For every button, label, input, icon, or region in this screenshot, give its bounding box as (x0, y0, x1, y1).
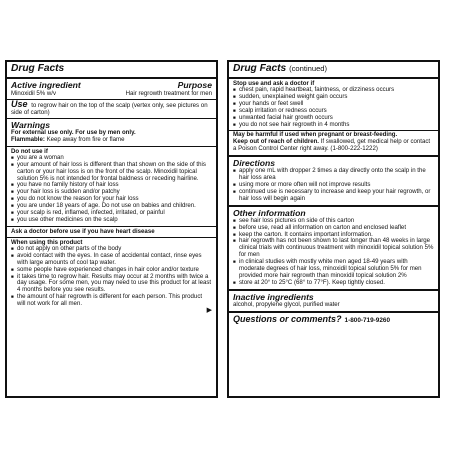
list-item: ■ store at 20° to 25°C (68° to 77°F). Keep tightly closed. (233, 280, 434, 287)
continued-label: (continued) (289, 64, 328, 73)
list-item: ■ you are under 18 years of age. Do not use on babies and children. (11, 203, 212, 210)
inactive-ingredients-section (229, 291, 438, 313)
list-item: ■ see hair loss pictures on side of this carton (233, 218, 434, 225)
when-using-heading: When using this product (11, 238, 83, 246)
questions-phone: 1-800-719-9260 (344, 316, 391, 324)
directions-section (229, 157, 438, 207)
keep-out-of-reach-label: Keep out of reach of children. (233, 138, 319, 146)
list-item: ■ you are a woman (11, 155, 212, 162)
stop-use-heading: Stop use and ask a doctor if (233, 80, 315, 87)
do-not-use-section (7, 147, 216, 227)
flammable-label: Flammable: (11, 135, 45, 143)
other-information-section (229, 207, 438, 291)
inactive-ingredients-heading: Inactive ingredients (233, 291, 314, 302)
continue-arrow-icon: ▶ (206, 307, 212, 315)
list-item: ■ using more or more often will not improve results (233, 182, 434, 189)
list-item: ■ hair regrowth has not been shown to last longer than 48 weeks in large clinical trials with continuous treatment with minoxidil topical solution 5% for men (233, 238, 434, 259)
list-item: ■ keep the carton. It contains important information. (233, 232, 434, 239)
keep-out-of-reach-text: If swallowed, get medical help or contact a Poison Control Center right away. (1-800-222-1222) (233, 138, 431, 153)
questions-section (229, 313, 438, 326)
list-item: ■ before use, read all information on carton and enclosed leaflet (233, 225, 434, 232)
list-item: ■ scalp irritation or redness occurs (233, 108, 434, 115)
questions-heading: Questions or comments? (233, 313, 342, 324)
list-item: ■ apply one mL with dropper 2 times a day directly onto the scalp in the hair loss area (233, 168, 434, 182)
active-ingredient-heading: Active ingredient (11, 80, 81, 90)
list-item: ■ your scalp is red, inflamed, infected, irritated, or painful (11, 210, 212, 217)
flammable-text: Keep away from fire or flame (46, 135, 125, 143)
list-item: ■ you do not see hair regrowth in 4 months (233, 122, 434, 129)
list-item: ■ your hair loss is sudden and/or patchy (11, 189, 212, 196)
warnings-heading: Warnings (11, 120, 50, 130)
purpose-heading: Purpose (177, 80, 212, 90)
warnings-section (7, 119, 216, 147)
when-using-section (7, 238, 216, 316)
drug-facts-panel-right (227, 60, 440, 398)
ask-doctor-text: Ask a doctor before use if you have heart disease (11, 227, 155, 235)
directions-heading: Directions (233, 158, 276, 169)
ask-doctor-section (7, 227, 216, 238)
other-information-heading: Other information (233, 207, 306, 218)
list-item: ■ sudden, unexplained weight gain occurs (233, 94, 434, 101)
pregnancy-warning: May be harmful if used when pregnant or breast-feeding. (233, 131, 398, 139)
pregnancy-children-section (229, 131, 438, 157)
drug-facts-title: Drug Facts (233, 63, 287, 74)
title-section (7, 62, 216, 79)
list-item: ■ chest pain, rapid heartbeat, faintness, or dizziness occurs (233, 87, 434, 94)
list-item: ■ you do not know the reason for your hair loss (11, 196, 212, 203)
title-section-continued (229, 62, 438, 79)
list-item: ■ do not apply on other parts of the body (11, 246, 212, 253)
list-item: ■ the amount of hair regrowth is different for each person. This product will not work for all men. (11, 294, 212, 308)
inactive-ingredients-text: alcohol, propylene glycol, purified water (233, 300, 340, 308)
stop-use-section (229, 79, 438, 131)
list-item: ■ it takes time to regrow hair. Results may occur at 2 months with twice a day usage. For some men, you may need to use this product for at least 4 months before you see results. (11, 274, 212, 295)
list-item: ■ you have no family history of hair loss (11, 182, 212, 189)
purpose-value: Hair regrowth treatment for men (125, 90, 212, 97)
list-item: ■ avoid contact with the eyes. In case of accidental contact, rinse eyes with large amounts of cool tap water. (11, 253, 212, 267)
use-text: to regrow hair on the top of the scalp (vertex only, see pictures on side of carton) (11, 102, 208, 116)
use-section (7, 100, 216, 119)
use-heading: Use (11, 99, 28, 109)
list-item: ■ your amount of hair loss is different than that shown on the side of this carton or your hair loss is on the front of the scalp. Minoxidil topical solution 5% is not intended for frontal baldness or receding hairline. (11, 162, 212, 183)
drug-facts-panel-left (5, 60, 218, 398)
drug-facts-title: Drug Facts (11, 63, 65, 74)
active-ingredient-value: Minoxidil 5% w/v (11, 90, 57, 97)
list-item: ■ continued use is necessary to increase and keep your hair regrowth, or hair loss will begin again (233, 189, 434, 203)
list-item: ■ unwanted facial hair growth occurs (233, 115, 434, 122)
list-item: ■ some people have experienced changes in hair color and/or texture (11, 267, 212, 274)
list-item: ■ in clinical studies with mostly white men aged 18-49 years with moderate degrees of hair loss, minoxidil topical solution 5% for men provided more hair regrowth than minoxidil topical solution 2% (233, 259, 434, 280)
external-use-warning: For external use only. For use by men only. (11, 129, 136, 136)
list-item: ■ you use other medicines on the scalp (11, 217, 212, 224)
active-ingredient-section (7, 79, 216, 100)
list-item: ■ your hands or feet swell (233, 101, 434, 108)
do-not-use-heading: Do not use if (11, 147, 48, 155)
